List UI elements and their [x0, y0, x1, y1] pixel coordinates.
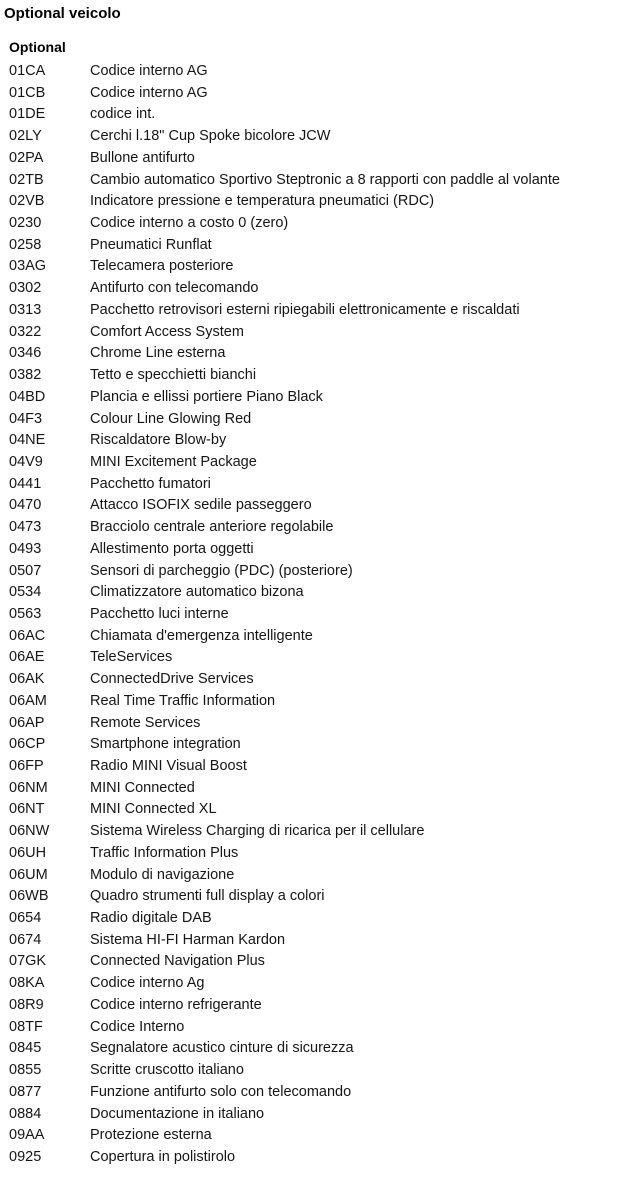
option-row	[0, 538, 640, 560]
option-code: 06UM	[9, 866, 48, 883]
option-code: 0313	[9, 301, 42, 318]
option-row	[0, 255, 640, 277]
option-row	[0, 1016, 640, 1038]
option-description: Cerchi l.18" Cup Spoke bicolore JCW	[90, 128, 331, 145]
option-code: 04BD	[9, 388, 46, 405]
option-code: 06AM	[9, 692, 47, 709]
option-code: 0884	[9, 1105, 42, 1122]
option-row	[0, 625, 640, 647]
option-row	[0, 342, 640, 364]
option-code: 06CP	[9, 736, 46, 753]
option-code: 0674	[9, 931, 42, 948]
option-row	[0, 408, 640, 430]
option-row	[0, 169, 640, 191]
option-code: 0382	[9, 367, 42, 384]
option-code: 08KA	[9, 975, 45, 992]
option-row	[0, 429, 640, 451]
option-description: Bullone antifurto	[90, 149, 195, 166]
option-row	[0, 190, 640, 212]
option-row	[0, 321, 640, 343]
option-code: 06AE	[9, 649, 45, 666]
option-description: Comfort Access System	[90, 323, 244, 340]
option-code: 04NE	[9, 432, 46, 449]
option-description: Funzione antifurto solo con telecomando	[90, 1083, 352, 1100]
option-code: 06AK	[9, 671, 45, 688]
options-list	[0, 60, 640, 1168]
option-row	[0, 864, 640, 886]
option-row	[0, 581, 640, 603]
option-code: 0925	[9, 1148, 42, 1165]
option-code: 0845	[9, 1040, 42, 1057]
option-description: Connected Navigation Plus	[90, 953, 265, 970]
option-row	[0, 603, 640, 625]
option-row	[0, 1037, 640, 1059]
option-description: Chrome Line esterna	[90, 345, 226, 362]
option-row	[0, 451, 640, 473]
option-row	[0, 212, 640, 234]
option-row	[0, 929, 640, 951]
option-code: 0302	[9, 280, 42, 297]
option-row	[0, 125, 640, 147]
option-code: 0534	[9, 584, 42, 601]
option-row	[0, 1081, 640, 1103]
option-code: 0507	[9, 562, 42, 579]
option-row	[0, 885, 640, 907]
option-description: Allestimento porta oggetti	[90, 540, 254, 557]
option-row	[0, 364, 640, 386]
option-description: Codice interno Ag	[90, 975, 205, 992]
option-row	[0, 755, 640, 777]
option-description: Sistema Wireless Charging di ricarica per il cellulare	[90, 823, 425, 840]
option-code: 0470	[9, 497, 42, 514]
option-row	[0, 494, 640, 516]
option-code: 0654	[9, 910, 42, 927]
option-code: 0877	[9, 1083, 42, 1100]
option-row	[0, 820, 640, 842]
option-code: 02LY	[9, 128, 42, 145]
option-row	[0, 733, 640, 755]
option-row	[0, 60, 640, 82]
option-description: Codice Interno	[90, 1018, 185, 1035]
option-row	[0, 386, 640, 408]
option-row	[0, 1146, 640, 1168]
option-code: 0493	[9, 540, 42, 557]
option-description: Codice interno a costo 0 (zero)	[90, 215, 289, 232]
option-description: Documentazione in italiano	[90, 1105, 265, 1122]
option-description: Protezione esterna	[90, 1127, 212, 1144]
option-code: 02PA	[9, 149, 44, 166]
option-row	[0, 798, 640, 820]
option-code: 06AC	[9, 627, 46, 644]
option-row	[0, 560, 640, 582]
option-code: 08R9	[9, 996, 44, 1013]
option-row	[0, 277, 640, 299]
option-row	[0, 972, 640, 994]
option-description: Remote Services	[90, 714, 201, 731]
option-description: Colour Line Glowing Red	[90, 410, 252, 427]
option-row	[0, 1124, 640, 1146]
option-row	[0, 994, 640, 1016]
option-description: Traffic Information Plus	[90, 844, 239, 861]
option-description: Riscaldatore Blow-by	[90, 432, 227, 449]
option-code: 0441	[9, 475, 42, 492]
option-code: 06FP	[9, 758, 44, 774]
option-code: 02VB	[9, 193, 45, 210]
option-code: 0473	[9, 519, 42, 536]
page-title: Optional veicolo	[4, 5, 121, 22]
option-code: 02TB	[9, 171, 44, 188]
option-row	[0, 668, 640, 690]
option-description: Pneumatici Runflat	[90, 236, 212, 253]
option-description: MINI Connected	[90, 779, 195, 796]
option-row	[0, 299, 640, 321]
option-description: codice int.	[90, 106, 156, 123]
option-code: 0258	[9, 236, 42, 253]
option-description: Copertura in polistirolo	[90, 1148, 236, 1165]
option-code: 06NM	[9, 779, 48, 796]
option-row	[0, 516, 640, 538]
option-description: Pacchetto luci interne	[90, 605, 229, 622]
option-code: 01CA	[9, 63, 46, 79]
option-description: Tetto e specchietti bianchi	[90, 367, 257, 384]
option-description: Segnalatore acustico cinture di sicurezza	[90, 1040, 354, 1057]
option-description: Real Time Traffic Information	[90, 692, 276, 709]
option-description: Quadro strumenti full display a colori	[90, 888, 325, 905]
option-row	[0, 1059, 640, 1081]
section-header: Optional	[9, 39, 66, 55]
option-row	[0, 712, 640, 734]
option-description: Telecamera posteriore	[90, 258, 234, 275]
option-code: 0346	[9, 345, 42, 362]
option-row	[0, 777, 640, 799]
option-description: Codice interno AG	[90, 63, 208, 79]
option-description: Scritte cruscotto italiano	[90, 1062, 244, 1079]
option-description: ConnectedDrive Services	[90, 671, 254, 688]
option-description: Modulo di navigazione	[90, 866, 235, 883]
option-code: 06AP	[9, 714, 45, 731]
option-row	[0, 690, 640, 712]
option-description: Climatizzatore automatico bizona	[90, 584, 304, 601]
option-description: MINI Excitement Package	[90, 453, 257, 470]
option-code: 04F3	[9, 410, 43, 427]
option-code: 07GK	[9, 953, 47, 970]
option-row	[0, 950, 640, 972]
option-row	[0, 842, 640, 864]
option-code: 06UH	[9, 844, 47, 861]
option-row	[0, 907, 640, 929]
option-description: Radio digitale DAB	[90, 910, 212, 927]
option-code: 01CB	[9, 84, 46, 101]
option-description: Attacco ISOFIX sedile passeggero	[90, 497, 312, 514]
option-row	[0, 473, 640, 495]
option-description: Sistema HI-FI Harman Kardon	[90, 931, 286, 948]
option-code: 08TF	[9, 1018, 43, 1035]
option-description: Smartphone integration	[90, 736, 241, 753]
option-code: 04V9	[9, 453, 43, 470]
option-description: Sensori di parcheggio (PDC) (posteriore)	[90, 562, 353, 579]
option-description: TeleServices	[90, 649, 173, 666]
option-row	[0, 234, 640, 256]
option-code: 0230	[9, 215, 42, 232]
option-row	[0, 103, 640, 125]
option-row	[0, 646, 640, 668]
option-description: Pacchetto retrovisori esterni ripiegabili elettronicamente e riscaldati	[90, 301, 520, 318]
option-code: 0322	[9, 323, 42, 340]
option-code: 0855	[9, 1062, 42, 1079]
option-description: Plancia e ellissi portiere Piano Black	[90, 388, 323, 405]
option-description: Pacchetto fumatori	[90, 475, 211, 492]
option-row	[0, 82, 640, 104]
option-row	[0, 1103, 640, 1125]
option-description: Chiamata d'emergenza intelligente	[90, 627, 313, 644]
option-code: 0563	[9, 605, 42, 622]
option-code: 06NT	[9, 801, 45, 818]
option-description: Indicatore pressione e temperatura pneumatici (RDC)	[90, 193, 435, 210]
option-description: Antifurto con telecomando	[90, 280, 259, 297]
option-description: Codice interno refrigerante	[90, 996, 262, 1013]
option-description: Codice interno AG	[90, 84, 208, 101]
option-description: Bracciolo centrale anteriore regolabile	[90, 519, 334, 536]
option-code: 06NW	[9, 823, 50, 840]
option-description: Cambio automatico Sportivo Steptronic a 8 rapporti con paddle al volante	[90, 171, 560, 188]
option-row	[0, 147, 640, 169]
option-code: 09AA	[9, 1127, 45, 1144]
option-code: 03AG	[9, 258, 47, 275]
option-description: MINI Connected XL	[90, 801, 217, 818]
option-code: 06WB	[9, 888, 49, 905]
option-description: Radio MINI Visual Boost	[90, 758, 247, 774]
option-code: 01DE	[9, 106, 46, 123]
